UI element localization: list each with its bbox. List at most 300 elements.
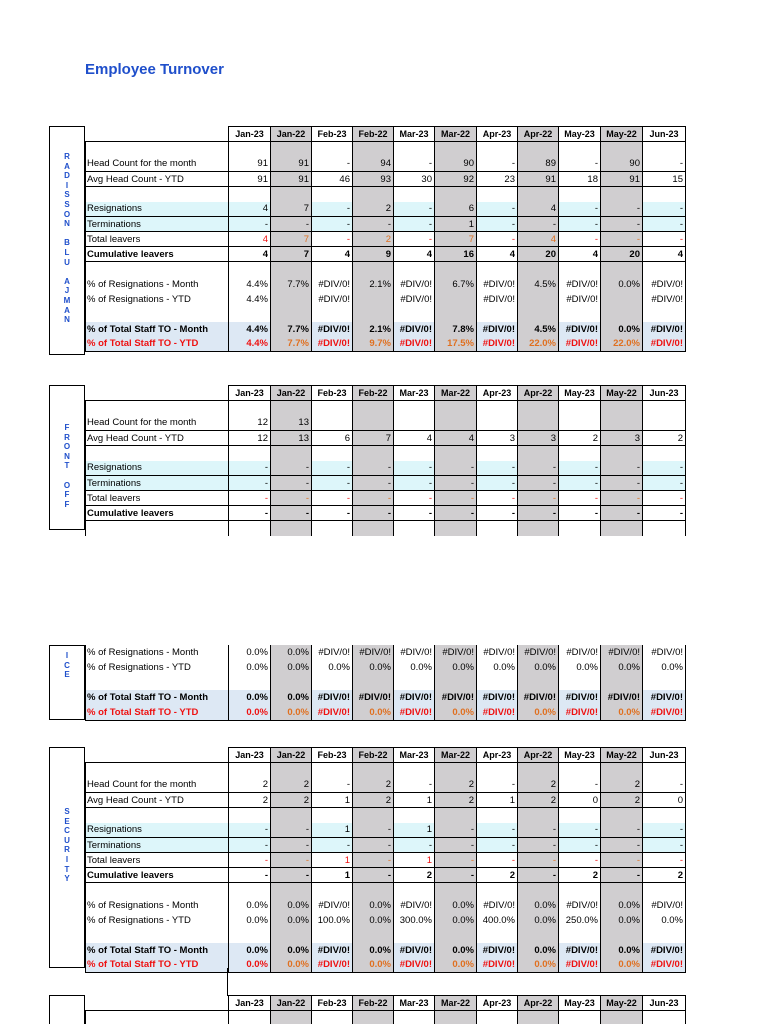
value-cell: -	[477, 506, 518, 521]
side-letter: U	[64, 835, 70, 845]
month-header: Apr-22	[518, 127, 559, 142]
value-cell: 400.0%	[477, 913, 518, 928]
value-cell: -	[271, 868, 312, 883]
value-cell: 3	[601, 431, 643, 446]
month-header: Mar-23	[394, 748, 435, 763]
value-cell: -	[559, 157, 601, 172]
row-label: Resignations	[86, 823, 229, 838]
value-cell: #DIV/0!	[394, 292, 435, 307]
row-label	[86, 763, 229, 778]
value-cell	[229, 401, 271, 416]
value-cell: 0.0%	[518, 898, 559, 913]
value-cell: -	[518, 506, 559, 521]
value-cell	[435, 675, 477, 690]
value-cell	[518, 142, 559, 157]
value-cell	[601, 262, 643, 277]
month-header: Apr-22	[518, 748, 559, 763]
value-cell: #DIV/0!	[559, 690, 601, 705]
month-header: Feb-23	[312, 748, 353, 763]
value-cell	[559, 883, 601, 898]
row-label: Avg Head Count - YTD	[86, 431, 229, 446]
value-cell: 4.4%	[229, 322, 271, 337]
value-cell: #DIV/0!	[394, 898, 435, 913]
value-cell: 0.0%	[518, 913, 559, 928]
value-cell	[312, 883, 353, 898]
month-header: Apr-23	[477, 127, 518, 142]
value-cell	[435, 187, 477, 202]
value-cell: -	[477, 491, 518, 506]
month-header: May-23	[559, 386, 601, 401]
value-cell: 16	[435, 247, 477, 262]
value-cell: 0.0%	[601, 705, 643, 720]
value-cell: -	[394, 202, 435, 217]
value-cell	[435, 307, 477, 322]
value-cell: #DIV/0!	[394, 705, 435, 720]
value-cell	[312, 401, 353, 416]
section-vertical-label	[49, 651, 85, 680]
table-row	[86, 838, 686, 853]
value-cell: 250.0%	[559, 913, 601, 928]
value-cell: 0.0%	[518, 660, 559, 675]
row-label: Terminations	[86, 217, 229, 232]
month-header-row	[86, 386, 686, 401]
row-label: % of Resignations - Month	[86, 645, 229, 660]
row-label	[86, 928, 229, 943]
value-cell: -	[435, 461, 477, 476]
value-cell: 0.0%	[271, 913, 312, 928]
value-cell: #DIV/0!	[643, 645, 686, 660]
value-cell: -	[601, 217, 643, 232]
value-cell	[229, 187, 271, 202]
turnover-table	[85, 747, 686, 973]
month-header: May-23	[559, 996, 601, 1011]
value-cell: -	[559, 853, 601, 868]
value-cell: 0.0%	[229, 705, 271, 720]
value-cell: -	[435, 868, 477, 883]
blank-row	[86, 1011, 686, 1024]
value-cell: 6	[435, 202, 477, 217]
row-label: % of Resignations - Month	[86, 277, 229, 292]
value-cell: -	[229, 217, 271, 232]
row-label: Head Count for the month	[86, 416, 229, 431]
table-row	[86, 958, 686, 973]
value-cell: #DIV/0!	[394, 645, 435, 660]
value-cell: -	[559, 217, 601, 232]
value-cell	[394, 675, 435, 690]
value-cell	[271, 883, 312, 898]
side-letter: T	[64, 461, 70, 471]
value-cell: 0.0%	[271, 705, 312, 720]
table-row	[86, 292, 686, 307]
value-cell: 2.1%	[353, 277, 394, 292]
value-cell	[394, 763, 435, 778]
value-cell: -	[559, 506, 601, 521]
value-cell: 1	[477, 793, 518, 808]
value-cell: -	[559, 476, 601, 491]
value-cell: -	[518, 853, 559, 868]
value-cell	[601, 292, 643, 307]
value-cell: -	[643, 202, 686, 217]
value-cell: 7.8%	[435, 322, 477, 337]
table-row	[86, 416, 686, 431]
value-cell: -	[394, 217, 435, 232]
value-cell	[601, 401, 643, 416]
value-cell	[559, 521, 601, 536]
value-cell	[518, 416, 559, 431]
value-cell	[559, 446, 601, 461]
table-row	[86, 660, 686, 675]
value-cell: 4	[435, 431, 477, 446]
value-cell: 0.0%	[271, 645, 312, 660]
value-cell: #DIV/0!	[477, 898, 518, 913]
value-cell	[271, 928, 312, 943]
blank-row	[86, 521, 686, 536]
value-cell: 23	[477, 172, 518, 187]
value-cell: 2	[601, 793, 643, 808]
value-cell: #DIV/0!	[643, 898, 686, 913]
value-cell	[601, 675, 643, 690]
section-vertical-label	[49, 423, 85, 509]
value-cell: -	[312, 232, 353, 247]
table-row	[86, 157, 686, 172]
value-cell: #DIV/0!	[559, 705, 601, 720]
value-cell: #DIV/0!	[477, 705, 518, 720]
value-cell: -	[312, 217, 353, 232]
value-cell: 0.0%	[271, 943, 312, 958]
value-cell: 0.0%	[229, 913, 271, 928]
value-cell: #DIV/0!	[601, 690, 643, 705]
value-cell: -	[394, 157, 435, 172]
value-cell: 2	[435, 793, 477, 808]
value-cell: 4	[229, 247, 271, 262]
value-cell	[229, 142, 271, 157]
value-cell: #DIV/0!	[643, 292, 686, 307]
value-cell	[312, 928, 353, 943]
value-cell: -	[643, 838, 686, 853]
value-cell: -	[477, 778, 518, 793]
row-label	[86, 675, 229, 690]
value-cell	[643, 808, 686, 823]
month-header: Jun-23	[643, 127, 686, 142]
value-cell: -	[394, 838, 435, 853]
value-cell: #DIV/0!	[477, 645, 518, 660]
value-cell: 4	[312, 247, 353, 262]
header-spacer	[86, 996, 229, 1011]
table-row	[86, 322, 686, 337]
value-cell	[394, 521, 435, 536]
value-cell: 2	[353, 793, 394, 808]
value-cell: 90	[435, 157, 477, 172]
value-cell: 91	[601, 172, 643, 187]
value-cell: -	[518, 461, 559, 476]
value-cell: -	[477, 476, 518, 491]
value-cell	[518, 521, 559, 536]
value-cell: 4	[518, 232, 559, 247]
value-cell	[312, 446, 353, 461]
table-row	[86, 491, 686, 506]
value-cell: #DIV/0!	[435, 690, 477, 705]
value-cell: -	[559, 232, 601, 247]
value-cell: 2	[518, 793, 559, 808]
table-row	[86, 202, 686, 217]
month-header: Feb-23	[312, 127, 353, 142]
value-cell: 2	[394, 868, 435, 883]
table-row	[86, 461, 686, 476]
value-cell: 0.0%	[435, 705, 477, 720]
value-cell	[312, 675, 353, 690]
value-cell: 15	[643, 172, 686, 187]
value-cell: 1	[394, 823, 435, 838]
side-letter: N	[64, 451, 70, 461]
value-cell: 9	[353, 247, 394, 262]
month-header: Apr-23	[477, 748, 518, 763]
month-header: Apr-22	[518, 996, 559, 1011]
value-cell	[477, 675, 518, 690]
month-header: Apr-23	[477, 996, 518, 1011]
value-cell	[601, 142, 643, 157]
value-cell: 0.0%	[601, 913, 643, 928]
value-cell: 0.0%	[518, 705, 559, 720]
value-cell	[394, 808, 435, 823]
value-cell	[477, 521, 518, 536]
value-cell	[271, 142, 312, 157]
value-cell: #DIV/0!	[477, 322, 518, 337]
value-cell: -	[643, 823, 686, 838]
value-cell: 7.7%	[271, 337, 312, 352]
row-label: Terminations	[86, 838, 229, 853]
value-cell: 7	[271, 247, 312, 262]
value-cell: -	[559, 202, 601, 217]
month-header: Jun-23	[643, 748, 686, 763]
value-cell: #DIV/0!	[312, 292, 353, 307]
value-cell	[518, 292, 559, 307]
value-cell: -	[229, 868, 271, 883]
value-cell: -	[353, 491, 394, 506]
month-header: Mar-23	[394, 996, 435, 1011]
side-letter: T	[64, 864, 70, 874]
value-cell: -	[353, 217, 394, 232]
value-cell: 7	[271, 232, 312, 247]
value-cell: 1	[312, 793, 353, 808]
side-letter: F	[64, 499, 70, 509]
value-cell: -	[394, 506, 435, 521]
value-cell: 4.4%	[229, 292, 271, 307]
value-cell: #DIV/0!	[643, 705, 686, 720]
value-cell	[229, 1011, 271, 1024]
month-header: Feb-23	[312, 386, 353, 401]
side-letter: O	[63, 480, 71, 490]
value-cell: #DIV/0!	[394, 943, 435, 958]
value-cell: 2	[229, 778, 271, 793]
value-cell: -	[271, 853, 312, 868]
value-cell	[271, 292, 312, 307]
value-cell	[312, 142, 353, 157]
value-cell	[435, 416, 477, 431]
month-header: Jan-23	[229, 748, 271, 763]
value-cell: 0.0%	[312, 660, 353, 675]
value-cell: 30	[394, 172, 435, 187]
value-cell	[559, 1011, 601, 1024]
value-cell: 0.0%	[229, 943, 271, 958]
value-cell: 0.0%	[229, 898, 271, 913]
value-cell: -	[518, 476, 559, 491]
value-cell	[394, 883, 435, 898]
value-cell: 0.0%	[601, 898, 643, 913]
value-cell: -	[601, 202, 643, 217]
value-cell	[559, 142, 601, 157]
month-header: Jan-22	[271, 996, 312, 1011]
value-cell	[601, 446, 643, 461]
value-cell: 100.0%	[312, 913, 353, 928]
value-cell: #DIV/0!	[559, 898, 601, 913]
side-letter: C	[64, 826, 70, 836]
value-cell: 91	[229, 157, 271, 172]
value-cell: 4.5%	[518, 277, 559, 292]
side-letter: E	[64, 816, 70, 826]
value-cell: 13	[271, 431, 312, 446]
value-cell: -	[477, 157, 518, 172]
value-cell: 18	[559, 172, 601, 187]
value-cell	[353, 446, 394, 461]
row-label: Resignations	[86, 202, 229, 217]
month-header-row	[86, 748, 686, 763]
value-cell: 0.0%	[601, 660, 643, 675]
value-cell: 4	[394, 431, 435, 446]
value-cell: 0.0%	[601, 277, 643, 292]
row-label	[86, 401, 229, 416]
value-cell	[477, 416, 518, 431]
table-row	[86, 232, 686, 247]
side-letter: A	[64, 305, 70, 315]
value-cell: #DIV/0!	[643, 277, 686, 292]
value-cell: #DIV/0!	[643, 337, 686, 352]
value-cell	[394, 142, 435, 157]
value-cell	[271, 1011, 312, 1024]
row-label: Cumulative leavers	[86, 506, 229, 521]
value-cell: -	[271, 476, 312, 491]
table-row	[86, 431, 686, 446]
side-letter: F	[64, 490, 70, 500]
value-cell: #DIV/0!	[477, 690, 518, 705]
value-cell: -	[353, 476, 394, 491]
value-cell	[518, 307, 559, 322]
table-row	[86, 898, 686, 913]
value-cell	[435, 446, 477, 461]
row-label: % of Total Staff TO - Month	[86, 943, 229, 958]
value-cell	[518, 446, 559, 461]
side-letter: R	[64, 432, 70, 442]
month-header: Jan-23	[229, 996, 271, 1011]
value-cell	[271, 187, 312, 202]
value-cell: -	[559, 778, 601, 793]
value-cell: -	[229, 823, 271, 838]
value-cell: 9.7%	[353, 337, 394, 352]
value-cell: -	[518, 491, 559, 506]
value-cell: 20	[518, 247, 559, 262]
value-cell: 20	[601, 247, 643, 262]
value-cell	[477, 142, 518, 157]
value-cell	[601, 416, 643, 431]
value-cell: 0.0%	[643, 913, 686, 928]
value-cell: #DIV/0!	[312, 322, 353, 337]
value-cell: #DIV/0!	[518, 645, 559, 660]
value-cell: -	[312, 157, 353, 172]
blank-row	[86, 883, 686, 898]
value-cell	[518, 808, 559, 823]
value-cell: #DIV/0!	[435, 645, 477, 660]
value-cell: 2	[559, 431, 601, 446]
value-cell	[643, 446, 686, 461]
value-cell: 0.0%	[271, 958, 312, 973]
value-cell	[271, 262, 312, 277]
value-cell	[312, 307, 353, 322]
value-cell	[353, 142, 394, 157]
month-header: Feb-22	[353, 996, 394, 1011]
value-cell: 2	[229, 793, 271, 808]
month-header: Feb-22	[353, 748, 394, 763]
row-label: % of Resignations - YTD	[86, 292, 229, 307]
table-row	[86, 778, 686, 793]
row-label: Resignations	[86, 461, 229, 476]
value-cell: 0.0%	[271, 660, 312, 675]
value-cell: #DIV/0!	[477, 292, 518, 307]
value-cell: #DIV/0!	[518, 690, 559, 705]
side-letter: E	[64, 670, 70, 680]
value-cell	[271, 307, 312, 322]
side-letter: B	[64, 238, 70, 248]
value-cell: #DIV/0!	[559, 322, 601, 337]
value-cell: -	[229, 506, 271, 521]
blank-row	[86, 142, 686, 157]
value-cell: 2	[435, 778, 477, 793]
value-cell: -	[229, 853, 271, 868]
value-cell: -	[353, 506, 394, 521]
month-header: Mar-22	[435, 386, 477, 401]
side-letter: N	[64, 219, 70, 229]
value-cell: 22.0%	[601, 337, 643, 352]
side-letter: O	[63, 442, 71, 452]
header-spacer	[86, 127, 229, 142]
row-label: % of Total Staff TO - YTD	[86, 337, 229, 352]
row-label: % of Resignations - YTD	[86, 660, 229, 675]
table-row	[86, 277, 686, 292]
value-cell: -	[643, 476, 686, 491]
value-cell: -	[312, 778, 353, 793]
value-cell: #DIV/0!	[312, 943, 353, 958]
value-cell	[643, 928, 686, 943]
value-cell: 4.4%	[229, 337, 271, 352]
row-label: Avg Head Count - YTD	[86, 172, 229, 187]
value-cell: -	[477, 838, 518, 853]
value-cell: -	[229, 461, 271, 476]
value-cell: 1	[312, 853, 353, 868]
value-cell: -	[312, 202, 353, 217]
value-cell	[643, 763, 686, 778]
value-cell	[353, 307, 394, 322]
table-row	[86, 913, 686, 928]
month-header: Jun-23	[643, 386, 686, 401]
blank-row	[86, 262, 686, 277]
turnover-table	[85, 126, 686, 352]
value-cell: -	[394, 491, 435, 506]
value-cell: #DIV/0!	[394, 337, 435, 352]
row-label	[86, 883, 229, 898]
value-cell	[394, 262, 435, 277]
value-cell: 4	[559, 247, 601, 262]
month-header: Mar-22	[435, 748, 477, 763]
table-row	[86, 943, 686, 958]
table-row	[86, 172, 686, 187]
